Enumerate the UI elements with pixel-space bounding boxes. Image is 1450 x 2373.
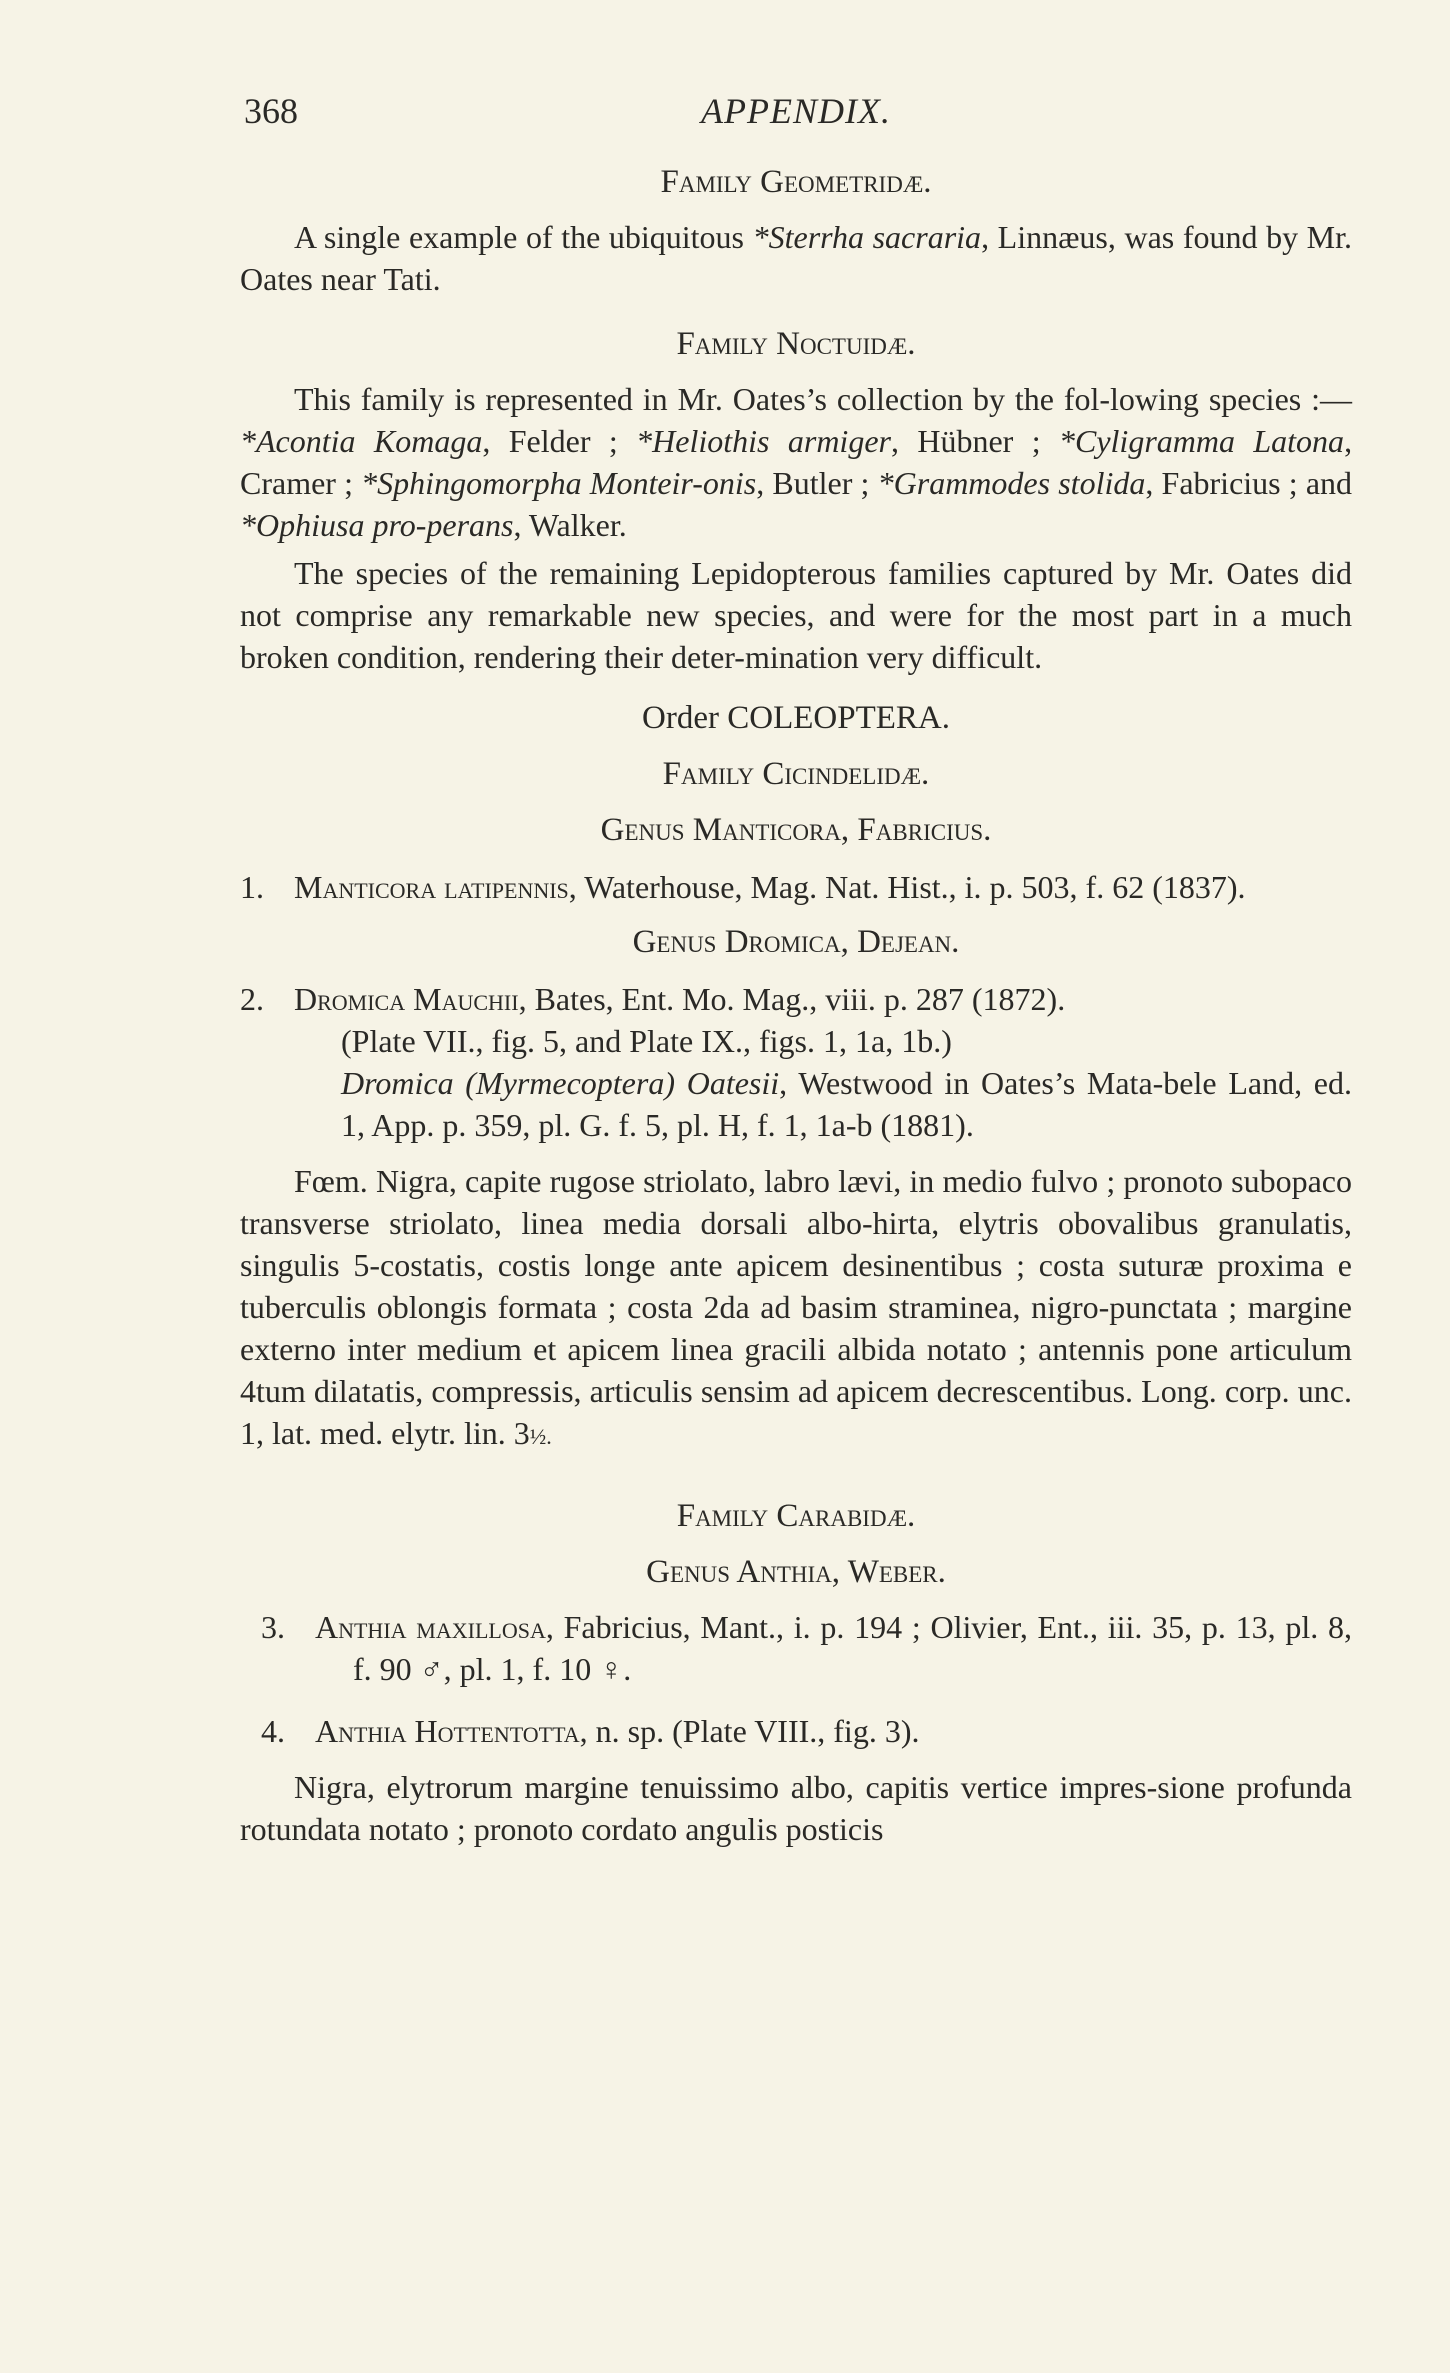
page-header — [240, 90, 1352, 152]
manticora-genus-heading: Genus Manticora, Fabricius. — [600, 812, 992, 848]
page-number: 368 — [244, 91, 298, 131]
order-heading: Order COLEOPTERA. — [642, 700, 950, 736]
remaining-paragraph: The species of the remaining Lepidopterous families captured by Mr. Oates did not comprise any remarkable new species, and were for the most part in a much broken condition, rendering their deter-mination very difficult. — [240, 555, 1352, 675]
entry-2: 2. Dromica Mauchii, Bates, Ent. Mo. Mag., viii. p. 287 (1872). — [240, 981, 1066, 1017]
entry-3: 3. Anthia maxillosa, Fabricius, Mant., i. p. 194 ; Olivier, Ent., iii. 35, p. 13, pl. 8, f. 90 ♂, pl. 1, f. 10 ♀. — [261, 1609, 1353, 1687]
carabidae-heading: Family Carabidæ. — [676, 1498, 916, 1534]
entry-2-synonym: Dromica (Myrmecoptera) Oatesii, Westwood in Oates’s Mata-bele Land, ed. 1, App. p. 359, pl. G. f. 5, pl. H, f. 1, 1a-b (1881). — [341, 1065, 1353, 1143]
noctuidae-heading: Family Noctuidæ. — [676, 326, 916, 362]
noctuidae-paragraph: This family is represented in Mr. Oates’s collection by the fol-lowing species :—*Acontia Komaga, Felder ; *Heliothis armiger, Hübner ; *Cyligramma Latona, Cramer ; *Sphingomorpha Monteir-onis, Butler ; *Grammodes stolida, Fabricius ; and *Ophiusa pro-perans, Walker. — [240, 381, 1353, 543]
description-paragraph-1: Fœm. Nigra, capite rugose striolato, labro lævi, in medio fulvo ; pronoto subopaco transverse striolato, linea media dorsali albo-hirta, elytris obovalibus granulatis, singulis 5-costatis, costis longe ante apicem desinentibus ; costa suturæ proxima e tuberculis oblongis formata ; costa 2da ad basim straminea, nigro-punctata ; margine externo inter medium et apicem linea gracili albida notato ; antennis pone articulum 4tum dilatatis, compressis, articulis sensim ad apicem decrescentibus. Long. corp. unc. 1, lat. med. elytr. lin. 3½. — [240, 1163, 1352, 1451]
anthia-genus-heading: Genus Anthia, Weber. — [646, 1554, 946, 1590]
description-paragraph-2: Nigra, elytrorum margine tenuissimo albo, capitis vertice impres-sione profunda rotundata notato ; pronoto cordato angulis posticis — [240, 1769, 1352, 1847]
running-title: APPENDIX. — [701, 91, 891, 131]
page-content — [240, 90, 1352, 1850]
geometridae-heading: Family Geometridæ. — [660, 164, 932, 200]
cicindelidae-heading: Family Cicindelidæ. — [662, 756, 930, 792]
geometridae-paragraph: A single example of the ubiquitous *Sterrha sacraria, Linnæus, was found by Mr. Oates near Tati. — [240, 219, 1353, 297]
dromica-genus-heading: Genus Dromica, Dejean. — [632, 924, 960, 960]
entry-4: 4. Anthia Hottentotta, n. sp. (Plate VIII., fig. 3). — [261, 1713, 920, 1749]
entry-1: 1. Manticora latipennis, Waterhouse, Mag. Nat. Hist., i. p. 503, f. 62 (1837). — [240, 869, 1246, 905]
entry-2-plate: (Plate VII., fig. 5, and Plate IX., figs. 1, 1a, 1b.) — [341, 1023, 952, 1059]
